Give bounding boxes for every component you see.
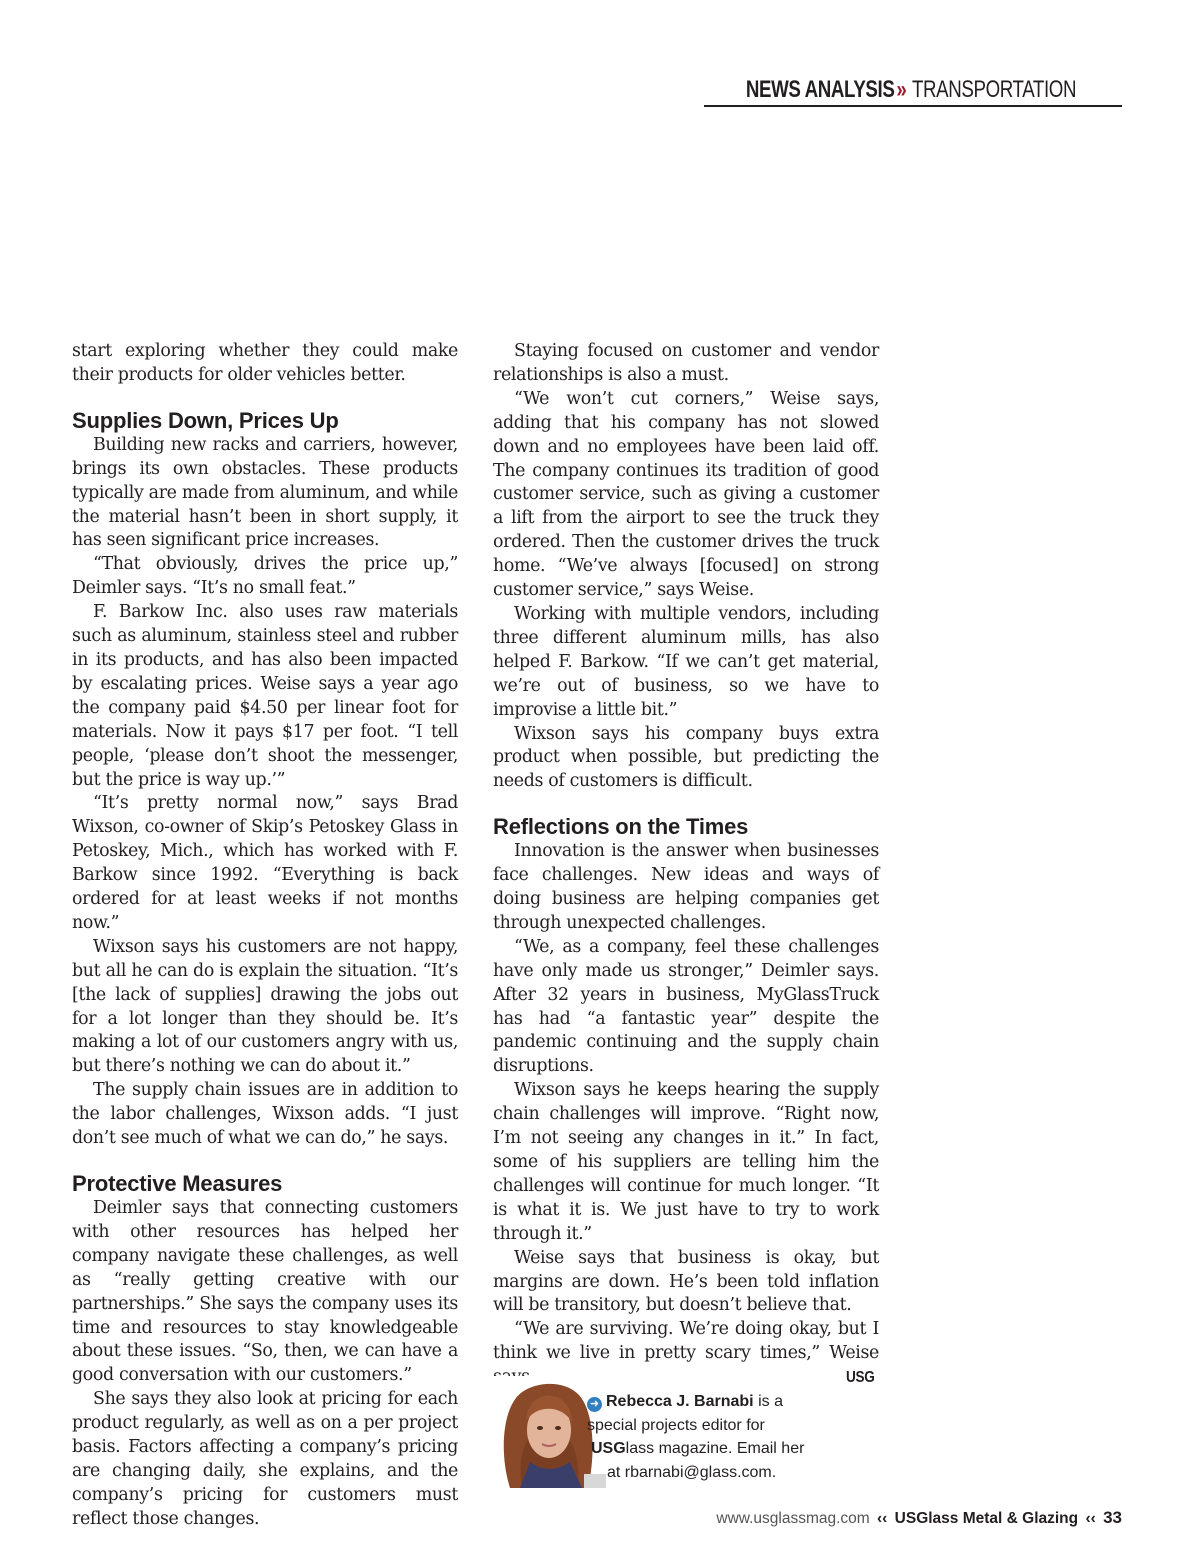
paragraph: “It’s pretty normal now,” says Brad Wixson, co-owner of Skip’s Petoskey Glass in Petoskey, Mich., which has worked with F. Barkow since 1992. “Everything is back ordered for at least weeks if not months now.”: [72, 793, 458, 933]
paragraph: Weise says that business is okay, but margins are down. He’s been told inflation will be transitory, but doesn’t believe that.: [493, 1247, 879, 1316]
paragraph: “That obviously, drives the price up,” Deimler says. “It’s no small feat.”: [72, 554, 458, 599]
paragraph: Wixson says his company buys extra product when possible, but predicting the needs of customers is difficult.: [493, 723, 879, 792]
subheading: Protective Measures: [72, 1171, 283, 1196]
arrow-right-icon: ➜: [587, 1397, 602, 1412]
bio-text: [587, 1390, 887, 1484]
bio-line: [587, 1437, 887, 1461]
bio-line: [587, 1390, 887, 1414]
paragraph: Building new racks and carriers, however, brings its own obstacles. These products typically are made from aluminum, and while the material hasn’t been in short supply, it has seen significant price increases.: [72, 434, 458, 551]
bio-text-fragment: lass magazine. Email her: [625, 1440, 805, 1457]
paragraph: start exploring whether they could make their products for older vehicles better.: [72, 341, 458, 385]
paragraph: She says they also look at pricing for each product regularly, as well as on a per project basis. Factors affecting a company’s pricing are changing daily, she explains, and the company’s pricing for customers must reflect those changes.: [72, 1389, 458, 1529]
page-number: 33: [1103, 1508, 1122, 1527]
paragraph: Staying focused on customer and vendor relationships is also a must.: [493, 341, 879, 385]
end-mark: USG: [846, 1369, 875, 1387]
section-topic: TRANSPORTATION: [911, 76, 1076, 103]
section-header: [704, 68, 1122, 107]
footer-magazine: USGlass Metal & Glazing: [894, 1510, 1079, 1527]
author-name: Rebecca J. Barnabi: [606, 1393, 754, 1410]
paragraph: “We won’t cut corners,” Weise says, adding that his company has not slowed down and no employees have been laid off. The company continues its tradition of good customer service, such as giving a customer a lift from the airport to see the truck they ordered. Then the customer drives the truck home. “We’ve always [focused] on strong customer service,” says Weise.: [493, 388, 879, 601]
paragraph: Working with multiple vendors, including three different aluminum mills, has also helped F. Barkow. “If we can’t get material, we’re out of business, so we have to improvise a little bit.”: [493, 603, 879, 720]
brand-bold: USG: [591, 1440, 626, 1457]
subheading: Reflections on the Times: [493, 814, 749, 840]
bio-line: special projects editor for: [587, 1416, 765, 1434]
paragraph: Deimler says that connecting customers with other resources has helped her company navigate these challenges, as well as “really getting creative with our partnerships.” She says the company uses its time and resources to stay knowledgeable about these issues. “So, then, we can have a good conversation with our customers.”: [72, 1198, 458, 1386]
article-column-left: [72, 340, 458, 1532]
author-bio: [492, 1376, 892, 1488]
paragraph: Innovation is the answer when businesses face challenges. New ideas and ways of doing business are helping companies get through unexpected challenges.: [493, 841, 879, 933]
paragraph: Wixson says his customers are not happy, but all he can do is explain the situation. “It’s [the lack of supplies] drawing the jobs out for a lot longer than they should be. It’s making a lot of our customers angry with us, but there’s nothing we can do about it.”: [72, 936, 458, 1077]
paragraph: The supply chain issues are in addition to the labor challenges, Wixson adds. “I just don’t see much of what we can do,” he says.: [72, 1080, 458, 1149]
article-column-right: [493, 340, 879, 1390]
subheading: Supplies Down, Prices Up: [72, 407, 339, 433]
footer-url: www.usglassmag.com: [716, 1510, 870, 1527]
section-label: NEWS ANALYSIS: [746, 76, 895, 103]
bio-text-fragment: is a: [753, 1393, 783, 1410]
paragraph: F. Barkow Inc. also uses raw materials such as aluminum, stainless steel and rubber in its products, and has also been impacted by escalating prices. Weise says a year ago the company paid $4.50 per linear foot for materials. Now it pays $17 per foot. “I tell people, ‘please don’t shoot the messenger, but the price is way up.’”: [72, 602, 458, 790]
paragraph: “We, as a company, feel these challenges have only made us stronger,” Deimler says. After 32 years in business, MyGlassTruck has had “a fantastic year” despite the pandemic continuing and the supply chain disruptions.: [493, 936, 879, 1077]
footer-separator: ‹‹: [877, 1510, 888, 1527]
final-text: “We are surviving. We’re doing okay, but I think we live in pretty scary times,” Weise: [493, 1319, 879, 1364]
section-separator: »: [896, 76, 907, 103]
paragraph: Wixson says he keeps hearing the supply chain challenges will improve. “Right now, I’m not seeing any changes in it.” In fact, some of his suppliers are telling him the challenges will continue for much longer. “It is what it is. We just have to try to work through it.”: [493, 1080, 879, 1244]
page-footer: [716, 1508, 1122, 1528]
footer-separator: ‹‹: [1085, 1510, 1096, 1527]
author-email: at rbarnabi@glass.com.: [607, 1463, 777, 1481]
